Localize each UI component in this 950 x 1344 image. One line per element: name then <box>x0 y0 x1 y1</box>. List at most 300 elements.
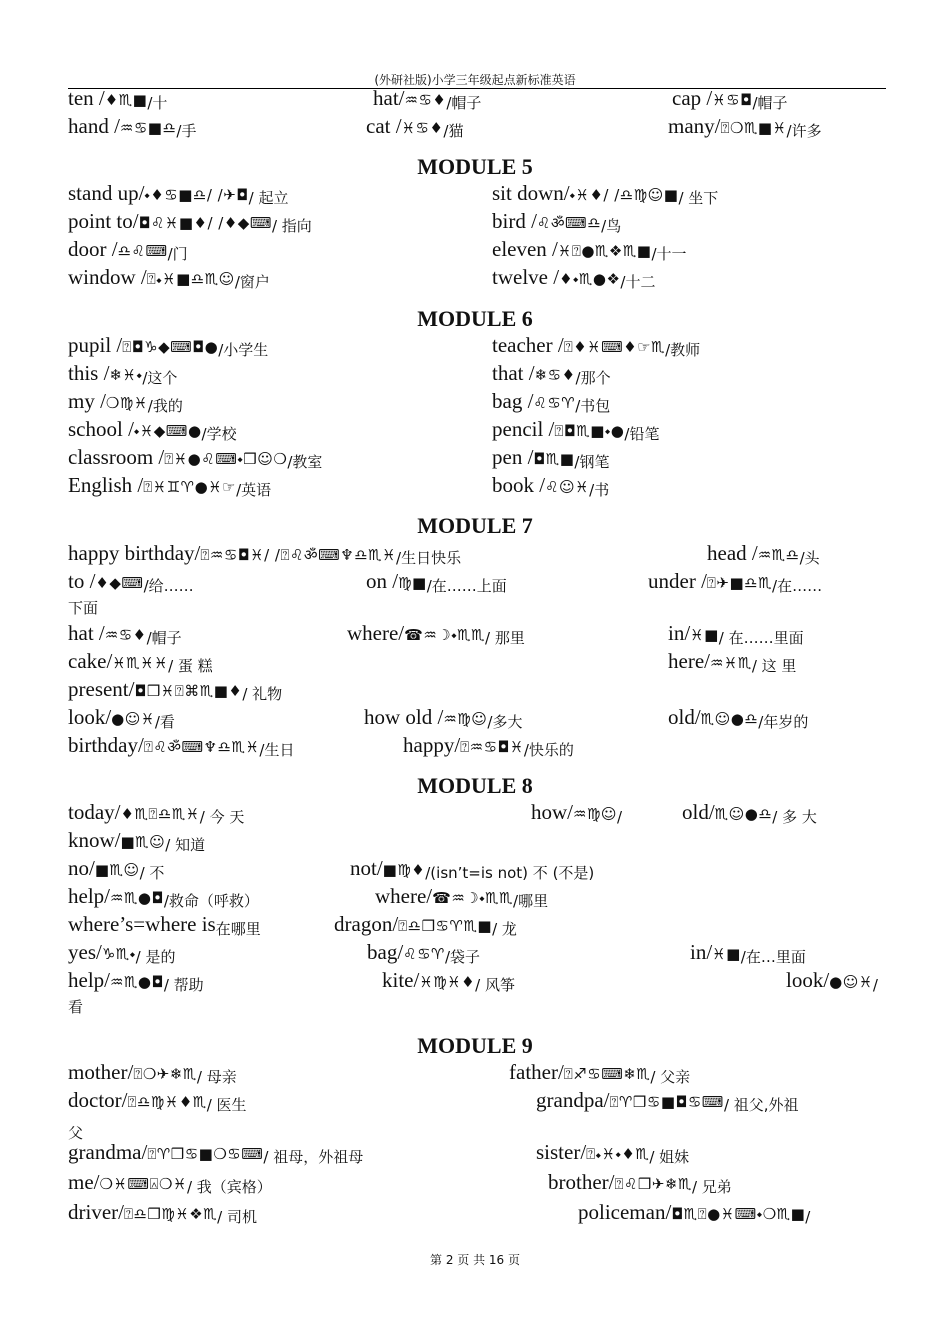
vocab-row <box>68 800 888 828</box>
vocab-row <box>68 265 888 293</box>
english-word: teacher / <box>492 333 564 357</box>
chinese-meaning: /看 <box>154 713 175 731</box>
english-word: ten / <box>68 86 105 110</box>
vocab-row <box>68 649 888 677</box>
vocab-row <box>68 445 888 473</box>
english-word: where’s=where is <box>68 912 216 936</box>
phonetic-symbols: ♒♏♎ <box>757 546 800 564</box>
chinese-meaning: / 祖父,外祖 <box>723 1096 799 1114</box>
chinese-meaning: /帽子 <box>446 94 482 112</box>
chinese-meaning: /手 <box>176 122 197 140</box>
phonetic-symbols: ♌♋♈ <box>403 945 445 963</box>
vocab-entry <box>68 445 322 470</box>
english-word: window / <box>68 265 147 289</box>
english-word: look/ <box>68 705 112 729</box>
english-word: hand / <box>68 114 120 138</box>
chinese-meaning: / 在……里面 <box>718 629 804 647</box>
vocab-row <box>68 1088 888 1116</box>
english-word: eleven / <box>492 237 558 261</box>
vocab-entry <box>492 445 609 470</box>
english-word: hat/ <box>373 86 405 110</box>
chinese-meaning: /许多 <box>786 122 822 140</box>
phonetic-symbols: ⍰♌❒✈❄♏ <box>614 1175 692 1193</box>
phonetic-symbols: ☎♒☽⬩♏♏ <box>432 889 514 907</box>
module-heading: MODULE 5 <box>417 154 533 179</box>
english-word: pen / <box>492 445 534 469</box>
phonetic-symbols: ♌ॐ⌨♎ <box>536 214 602 232</box>
vocab-entry <box>68 209 312 234</box>
vocab-row <box>68 333 888 361</box>
vocab-entry <box>350 856 594 881</box>
chinese-meaning: /给…… <box>143 577 194 595</box>
phonetic-symbols: ♦◆⌨ <box>95 574 144 592</box>
english-word: brother/ <box>548 1170 615 1194</box>
vocab-entry <box>366 114 463 139</box>
vocab-row <box>68 569 888 597</box>
phonetic-symbols: ⍰❍✈❄♏ <box>133 1065 197 1083</box>
wrapped-meaning: 下面 <box>68 599 99 617</box>
vocab-entry <box>68 181 288 206</box>
english-word: today/ <box>68 800 121 824</box>
vocab-entry <box>68 968 204 993</box>
chinese-meaning: /猫 <box>443 122 464 140</box>
chinese-meaning: / 帮助 <box>163 976 204 994</box>
vocab-entry <box>492 265 655 290</box>
phonetic-symbols: ⬩♦♋■♎/ /✈◘ <box>144 186 249 204</box>
english-word: how old / <box>364 705 444 729</box>
phonetic-symbols: ⍰♈❒♋■❍♋⌨ <box>147 1145 264 1163</box>
phonetic-symbols: ◘❒♓⍰⌘♏■♦ <box>134 682 243 700</box>
chinese-meaning: /在……上面 <box>426 577 507 595</box>
chinese-meaning: /(isn’t=is not) 不 (不是) <box>425 864 595 882</box>
phonetic-symbols: ♦♏⍰♎♏♓ <box>120 805 200 823</box>
phonetic-symbols: ♏☺●♎ <box>700 710 759 728</box>
vocab-entry <box>68 114 196 139</box>
phonetic-symbols: ♓♋♦ <box>401 119 444 137</box>
english-word: under / <box>648 569 707 593</box>
phonetic-symbols: ⍰⬩♓⬩♦♏ <box>586 1145 650 1163</box>
chinese-meaning: /书包 <box>575 397 611 415</box>
chinese-meaning: / 那里 <box>485 629 525 647</box>
phonetic-symbols: ⍰♎❒♍♓❖♏ <box>123 1205 218 1223</box>
english-word: hat / <box>68 621 105 645</box>
english-word: look/ <box>786 968 830 992</box>
vocab-entry <box>68 912 261 937</box>
vocab-entry <box>492 209 621 234</box>
phonetic-symbols: ❍♍♓ <box>105 394 148 412</box>
english-word: sit down/ <box>492 181 570 205</box>
chinese-meaning: /帽子 <box>752 94 788 112</box>
vocab-entry <box>536 1088 799 1113</box>
chinese-meaning: /鸟 <box>601 217 622 235</box>
vocab-row <box>68 114 888 142</box>
phonetic-symbols: ♦♏■ <box>104 91 148 109</box>
vocab-entry <box>68 1200 257 1225</box>
phonetic-symbols: ♒♍☺ <box>443 710 488 728</box>
chinese-meaning: /年岁的 <box>758 713 809 731</box>
vocab-entry <box>403 733 574 758</box>
phonetic-symbols: ⍰♒♋◘♓/ /⍰♌ॐ⌨♆♎♏♓ <box>200 546 397 564</box>
vocab-entry <box>492 361 611 386</box>
chinese-meaning: /在…… <box>772 577 823 595</box>
english-word: how/ <box>531 800 573 824</box>
english-word: help/ <box>68 968 110 992</box>
english-word: to / <box>68 569 96 593</box>
chinese-meaning: / 龙 <box>492 920 517 938</box>
english-word: head / <box>707 541 758 565</box>
phonetic-symbols: ●☺♓ <box>111 710 155 728</box>
english-word: father/ <box>509 1060 564 1084</box>
phonetic-symbols: ⬩♓◆⌨● <box>133 422 202 440</box>
english-word: classroom / <box>68 445 165 469</box>
english-word: stand up/ <box>68 181 145 205</box>
vocab-row <box>68 417 888 445</box>
chinese-meaning: / 指向 <box>271 217 312 235</box>
phonetic-symbols: ⬩♓♦/ /♎♍☺■ <box>569 186 679 204</box>
vocab-entry <box>375 884 548 909</box>
vocab-entry <box>373 86 481 111</box>
vocab-row <box>68 940 888 968</box>
vocab-entry <box>334 912 517 937</box>
english-word: birthday/ <box>68 733 144 757</box>
vocab-entry <box>672 86 788 111</box>
vocab-entry <box>668 114 822 139</box>
vocab-row <box>68 884 888 912</box>
phonetic-symbols: ♓■ <box>690 626 719 644</box>
english-word: know/ <box>68 828 121 852</box>
chinese-meaning: /十二 <box>620 273 656 291</box>
vocab-entry <box>68 237 188 262</box>
vocab-row <box>68 1060 888 1088</box>
phonetic-symbols: ■♏☺ <box>120 833 166 851</box>
vocab-entry <box>68 884 259 909</box>
vocab-entry <box>68 621 182 646</box>
vocab-entry <box>548 1170 732 1195</box>
phonetic-symbols: ⍰♓♊♈●♓☞ <box>143 478 237 496</box>
chinese-meaning: /小学生 <box>218 341 269 359</box>
vocab-entry <box>536 1140 689 1165</box>
vocab-row <box>68 828 888 856</box>
vocab-entry <box>68 828 205 853</box>
phonetic-symbols: ■♍♦ <box>382 861 426 879</box>
english-word: old/ <box>668 705 701 729</box>
vocab-entry <box>668 649 796 674</box>
chinese-meaning: / 是的 <box>135 948 176 966</box>
phonetic-symbols: ◘♌♓■♦/ /♦◆⌨ <box>138 214 272 232</box>
vocab-row <box>68 237 888 265</box>
phonetic-symbols: ⍰♓●♌⌨⬩❒☺❍ <box>164 450 288 468</box>
phonetic-symbols: ☎♒☽⬩♏♏ <box>404 626 486 644</box>
vocab-row <box>68 912 888 940</box>
english-word: cake/ <box>68 649 113 673</box>
english-word: bird / <box>492 209 537 233</box>
english-word: pupil / <box>68 333 123 357</box>
phonetic-symbols: ♒♋♦ <box>404 91 447 109</box>
page-footer: 第 2 页 共 16 页 <box>430 1253 520 1267</box>
chinese-meaning: /生日 <box>259 741 295 759</box>
vocab-entry <box>492 333 700 358</box>
chinese-meaning: / 兄弟 <box>691 1178 732 1196</box>
phonetic-symbols: ❄♓⬩ <box>109 366 143 384</box>
english-word: not/ <box>350 856 383 880</box>
chinese-meaning: /钢笔 <box>574 453 610 471</box>
vocab-entry <box>509 1060 690 1085</box>
english-word: kite/ <box>382 968 420 992</box>
vocab-entry <box>367 940 480 965</box>
english-word: here/ <box>668 649 710 673</box>
vocab-entry <box>68 541 461 566</box>
vocab-entry <box>68 649 213 674</box>
vocab-entry <box>682 800 817 825</box>
chinese-meaning: / 姐妹 <box>649 1148 690 1166</box>
chinese-meaning: /十一 <box>651 245 687 263</box>
vocab-entry <box>492 181 718 206</box>
vocab-row <box>68 86 888 114</box>
vocab-row <box>68 361 888 389</box>
english-word: present/ <box>68 677 135 701</box>
chinese-meaning: 在哪里 <box>215 920 261 938</box>
vocab-row <box>68 473 888 501</box>
phonetic-symbols: ❍♓⌨⍓❍♓ <box>99 1175 187 1193</box>
vocab-entry <box>668 621 804 646</box>
phonetic-symbols: ●☺♓ <box>829 973 873 991</box>
chinese-meaning: / 今 天 <box>199 808 245 826</box>
vocab-entry <box>68 265 270 290</box>
vocab-entry <box>364 705 522 730</box>
vocab-entry <box>68 361 177 386</box>
chinese-meaning: / 司机 <box>217 1208 257 1226</box>
chinese-meaning: /救命（呼救） <box>163 892 259 910</box>
phonetic-symbols: ♒♋♦ <box>104 626 147 644</box>
english-word: me/ <box>68 1170 100 1194</box>
vocab-row <box>68 677 888 705</box>
phonetic-symbols: ⍰♒♋◘♓ <box>460 738 524 756</box>
english-word: my / <box>68 389 106 413</box>
vocab-entry <box>68 733 294 758</box>
english-word: grandma/ <box>68 1140 148 1164</box>
vocab-row <box>68 968 888 996</box>
phonetic-symbols: ♑♏⬩ <box>101 945 136 963</box>
vocab-entry <box>68 86 167 111</box>
vocab-entry <box>68 856 164 881</box>
vocab-row <box>68 733 888 761</box>
english-word: many/ <box>668 114 721 138</box>
english-word: policeman/ <box>578 1200 672 1224</box>
vocab-entry <box>68 1140 363 1165</box>
english-word: cap / <box>672 86 713 110</box>
phonetic-symbols: ⍰♌ॐ⌨♆♎♏♓ <box>143 738 260 756</box>
phonetic-symbols: ⍰◘♏■⬩● <box>554 422 625 440</box>
chinese-meaning: / 坐下 <box>678 189 719 207</box>
english-word: where/ <box>375 884 433 908</box>
english-word: in/ <box>668 621 691 645</box>
vocab-entry <box>68 417 237 442</box>
page-header: (外研社版)小学三年级起点新标准英语 <box>374 73 576 87</box>
module-heading: MODULE 8 <box>417 773 533 798</box>
vocab-row <box>68 1170 888 1198</box>
chinese-meaning: / 祖母，外祖母 <box>263 1148 364 1166</box>
vocab-entry <box>531 800 622 825</box>
chinese-meaning: /生日快乐 <box>396 549 462 567</box>
chinese-meaning: / 风筝 <box>475 976 515 994</box>
phonetic-symbols: ⍰♎❒♋♈♏■ <box>398 917 493 935</box>
english-word: yes/ <box>68 940 102 964</box>
phonetic-symbols: ◘♏■ <box>533 450 575 468</box>
vocab-entry <box>68 473 271 498</box>
phonetic-symbols: ♓⍰●♏❖♏■ <box>557 242 652 260</box>
chinese-meaning: / 知道 <box>165 836 206 854</box>
chinese-meaning: / <box>872 976 878 994</box>
phonetic-symbols: ♍■ <box>398 574 427 592</box>
vocab-entry <box>68 1088 247 1113</box>
vocab-entry <box>492 473 609 498</box>
phonetic-symbols: ⍰⬩♓■♎♏☺ <box>146 270 235 288</box>
vocab-entry <box>382 968 515 993</box>
english-word: cat / <box>366 114 402 138</box>
vocab-entry <box>68 1170 272 1195</box>
phonetic-symbols: ♒♍☺ <box>573 805 618 823</box>
english-word: this / <box>68 361 110 385</box>
chinese-meaning: /帽子 <box>146 629 182 647</box>
english-word: sister/ <box>536 1140 587 1164</box>
chinese-meaning: /我的 <box>147 397 183 415</box>
vocab-entry <box>347 621 525 646</box>
vocab-entry <box>68 333 268 358</box>
english-word: bag / <box>492 389 534 413</box>
english-word: door / <box>68 237 118 261</box>
vocab-entry <box>68 677 282 702</box>
phonetic-symbols: ♌☺♓ <box>545 478 590 496</box>
phonetic-symbols: ❄♋♦ <box>534 366 576 384</box>
english-word: that / <box>492 361 535 385</box>
vocab-row <box>68 621 888 649</box>
module-heading: MODULE 9 <box>417 1033 533 1058</box>
vocab-entry <box>492 237 687 262</box>
vocab-entry <box>366 569 507 594</box>
vocab-row <box>68 1200 888 1228</box>
chinese-meaning: /快乐的 <box>523 741 574 759</box>
phonetic-symbols: ♓♍♓♦ <box>419 973 476 991</box>
chinese-meaning: / 这 里 <box>751 657 797 675</box>
vocab-row <box>68 705 888 733</box>
chinese-meaning: / 蛋 糕 <box>168 657 213 675</box>
chinese-meaning: / 多 大 <box>772 808 817 826</box>
chinese-meaning: /多大 <box>487 713 523 731</box>
chinese-meaning: /窗户 <box>234 273 270 291</box>
english-word: help/ <box>68 884 110 908</box>
phonetic-symbols: ⍰♦♓⌨♦☞♏ <box>563 338 666 356</box>
chinese-meaning: /头 <box>799 549 820 567</box>
chinese-meaning: / <box>805 1208 811 1226</box>
chinese-meaning: /铅笔 <box>624 425 660 443</box>
phonetic-symbols: ⍰♈❒♋■◘♋⌨ <box>609 1093 724 1111</box>
vocab-row <box>68 1140 888 1168</box>
english-word: point to/ <box>68 209 139 233</box>
english-word: no/ <box>68 856 95 880</box>
english-word: old/ <box>682 800 715 824</box>
english-word: doctor/ <box>68 1088 128 1112</box>
phonetic-symbols: ♓♏♓♓ <box>112 654 169 672</box>
phonetic-symbols: ◘♏⍰●♓⌨⬩❍♏■ <box>671 1205 806 1223</box>
phonetic-symbols: ♓♋◘ <box>712 91 753 109</box>
chinese-meaning: / 母亲 <box>196 1068 237 1086</box>
chinese-meaning: /英语 <box>236 481 272 499</box>
chinese-meaning: / 不 <box>139 864 165 882</box>
chinese-meaning: /教师 <box>665 341 701 359</box>
phonetic-symbols: ⍰✈■♎♏ <box>706 574 773 592</box>
english-word: where/ <box>347 621 405 645</box>
english-word: book / <box>492 473 546 497</box>
vocab-row <box>68 209 888 237</box>
chinese-meaning: / 医生 <box>206 1096 247 1114</box>
vocab-entry <box>707 541 820 566</box>
chinese-meaning: /学校 <box>201 425 237 443</box>
english-word: in/ <box>690 940 713 964</box>
chinese-meaning: / 礼物 <box>242 685 283 703</box>
vocab-row <box>68 541 888 569</box>
vocab-entry <box>68 800 244 825</box>
vocab-entry <box>578 1200 810 1225</box>
vocab-entry <box>786 968 878 993</box>
phonetic-symbols: ⍰◘♑◆⌨◘● <box>122 338 219 356</box>
english-word: twelve / <box>492 265 560 289</box>
phonetic-symbols: ♦⬩♏●❖ <box>559 270 621 288</box>
chinese-meaning: /这个 <box>142 369 178 387</box>
chinese-meaning: / 父亲 <box>650 1068 691 1086</box>
vocab-row <box>68 856 888 884</box>
english-word: driver/ <box>68 1200 124 1224</box>
vocab-row <box>68 389 888 417</box>
phonetic-symbols: ♎♌⌨ <box>117 242 168 260</box>
chinese-meaning: /哪里 <box>513 892 549 910</box>
vocab-entry <box>690 940 806 965</box>
vocab-row <box>68 181 888 209</box>
vocab-entry <box>68 705 175 730</box>
english-word: English / <box>68 473 144 497</box>
english-word: school / <box>68 417 134 441</box>
english-word: happy birthday/ <box>68 541 201 565</box>
chinese-meaning: /教室 <box>287 453 323 471</box>
wrapped-meaning: 父 <box>68 1124 84 1142</box>
english-word: mother/ <box>68 1060 134 1084</box>
phonetic-symbols: ♒♋■♎ <box>119 119 177 137</box>
phonetic-symbols: ⍰♎♍♓♦♏ <box>127 1093 207 1111</box>
module-heading: MODULE 6 <box>417 306 533 331</box>
chinese-meaning: /那个 <box>575 369 611 387</box>
vocab-entry <box>68 1060 237 1085</box>
vocab-entry <box>492 389 610 414</box>
vocab-entry <box>492 417 659 442</box>
chinese-meaning: /袋子 <box>445 948 481 966</box>
phonetic-symbols: ♒♓♏ <box>709 654 752 672</box>
chinese-meaning: / 起立 <box>248 189 289 207</box>
vocab-entry <box>68 389 183 414</box>
chinese-meaning: /书 <box>589 481 610 499</box>
phonetic-symbols: ♒♏●◘ <box>110 889 164 907</box>
phonetic-symbols: ♒♏●◘ <box>110 973 164 991</box>
english-word: on / <box>366 569 399 593</box>
phonetic-symbols: ■♏☺ <box>94 861 140 879</box>
chinese-meaning: /门 <box>167 245 188 263</box>
english-word: bag/ <box>367 940 404 964</box>
phonetic-symbols: ⍰❍♏■♓ <box>720 119 787 137</box>
chinese-meaning: / 我（宾格） <box>186 1178 272 1196</box>
english-word: dragon/ <box>334 912 399 936</box>
phonetic-symbols: ⍰♐♋⌨❄♏ <box>563 1065 651 1083</box>
english-word: happy/ <box>403 733 461 757</box>
chinese-meaning: / <box>617 808 623 826</box>
vocab-entry <box>68 940 175 965</box>
